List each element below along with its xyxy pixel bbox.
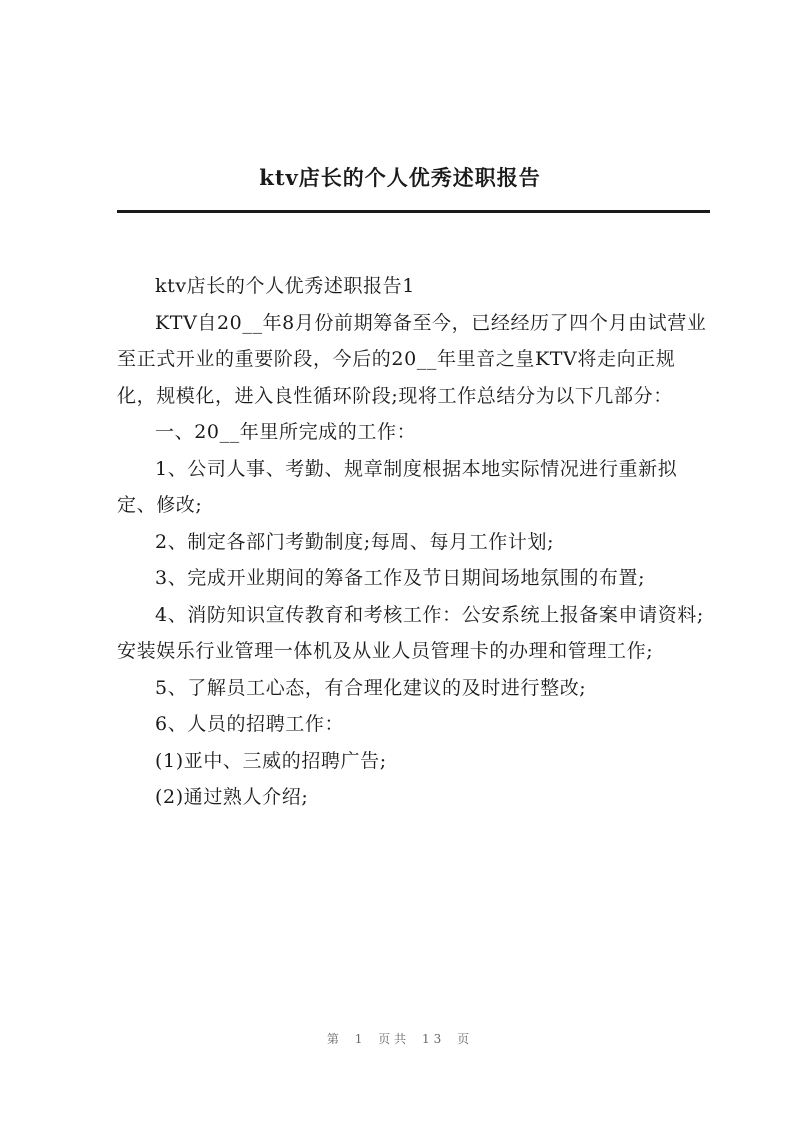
page-current: 1 — [354, 1032, 367, 1046]
page-label-suffix: 页 — [457, 1032, 474, 1046]
list-item: 6、人员的招聘工作： — [155, 713, 345, 735]
page-footer — [0, 1030, 800, 1047]
title-underline — [117, 210, 710, 213]
list-item: 1、公司人事、考勤、规章制度根据本地实际情况进行重新拟定、修改; — [117, 457, 678, 516]
list-item: 5、了解员工心态，有合理化建议的及时进行整改; — [155, 676, 587, 699]
sub-list-item: (1)亚中、三威的招聘广告; — [155, 749, 387, 772]
paragraph-heading: ktv店长的个人优秀述职报告1 — [155, 275, 415, 297]
sub-list-item: (2)通过熟人介绍; — [155, 786, 309, 808]
page-label-mid: 页共 — [378, 1032, 411, 1046]
section-heading-completed-work: 一、20__年里所完成的工作： — [155, 421, 417, 443]
list-item: 2、制定各部门考勤制度;每周、每月工作计划; — [155, 530, 555, 553]
page-label-prefix: 第 — [326, 1032, 343, 1046]
list-item: 4、消防知识宣传教育和考核工作：公安系统上报备案申请资料;安装娱乐行业管理一体机及从业人员管理卡的办理和管理工作; — [117, 603, 704, 662]
document-body — [117, 268, 710, 816]
page-total: 13 — [422, 1032, 446, 1046]
paragraph-intro: KTV自20__年8月份前期筹备至今，已经经历了四个月由试营业至正式开业的重要阶段，今后的20__年里音之皇KTV将走向正规化，规模化，进入良性循环阶段;现将工作总结分为以下几部分： — [117, 311, 707, 407]
document-title: ktv店长的个人优秀述职报告 — [259, 165, 541, 190]
list-item: 3、完成开业期间的筹备工作及节日期间场地氛围的布置; — [155, 567, 646, 589]
